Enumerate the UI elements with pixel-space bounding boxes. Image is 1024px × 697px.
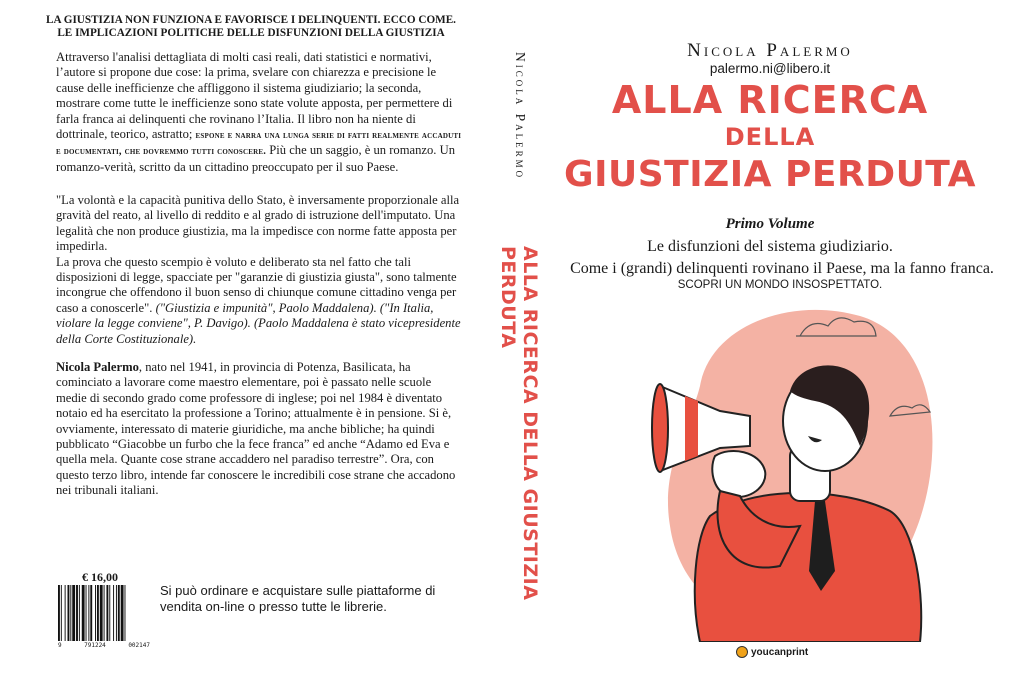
barcode-numbers: 9 791224 002147	[58, 642, 150, 649]
barcode-bar	[118, 585, 120, 641]
back-headline: LA GIUSTIZIA NON FUNZIONA E FAVORISCE I DELINQUENTI. ECCO COME. LE IMPLICAZIONI POLITICHE DELLE DISFUNZIONI DELLA GIUSTIZIA	[46, 14, 456, 39]
title-line-1: ALLA RICERCA	[611, 78, 929, 122]
barcode-bar	[90, 585, 92, 641]
barcode-bar	[125, 585, 126, 641]
barcode-bar	[86, 585, 87, 641]
order-info: Si può ordinare e acquistare sulle piattaforme di vendita on-line o presso tutte le librerie.	[160, 583, 436, 614]
author-email: palermo.ni@libero.it	[709, 61, 831, 76]
volume-label: Primo Volume	[725, 216, 815, 232]
barcode-bar	[70, 585, 71, 641]
title-line-2: DELLA	[724, 123, 816, 151]
title-line-3: GIUSTIZIA PERDUTA	[564, 154, 976, 195]
subtitle-2: Come i (grandi) delinquenti rovinano il Paese, ma la fanno franca.	[570, 260, 994, 277]
barcode-bar	[106, 585, 108, 641]
barcode-bar	[61, 585, 62, 641]
publisher-logo: youcanprint	[736, 646, 808, 658]
synopsis-paragraph: Attraverso l'analisi dettagliata di molti casi reali, dati statistici e normativi, l’autore si propone due cose: la prima, svelare con chiarezza e precisione le cause delle inefficienze che affliggono il sistema giudiziario; la seconda, mostrare come tutte le inefficienze sono state volute apposta, per permettere di farla franca ai delinquenti che rovinano l’Italia. Il libro non ha niente di dottrinale, teorico, astratto; espone e narra una lunga serie di fatti realmente accaduti e documentati, che dovremmo tutti conoscere. Più che un saggio, è un romanzo. Un romanzo-verità, scritto da un cittadino preoccupato per il suo Paese.	[56, 50, 462, 174]
spine-title: ALLA RICERCA DELLA GIUSTIZIA PERDUTA	[497, 246, 541, 601]
spine-author: Nicola Palermo	[513, 52, 528, 181]
front-author: Nicola Palermo	[687, 40, 853, 61]
publisher-logo-icon	[736, 646, 748, 658]
barcode-bar	[65, 585, 66, 641]
barcode-bar	[76, 585, 78, 641]
barcode-bar	[72, 585, 75, 641]
barcode-bar	[121, 585, 124, 641]
subtitle-1: Le disfunzioni del sistema giudiziario.	[647, 238, 893, 255]
barcode-bar	[109, 585, 110, 641]
barcode-bar	[88, 585, 89, 641]
author-bio-paragraph: Nicola Palermo, nato nel 1941, in provincia di Potenza, Basilicata, ha cominciato a lavorare come maestro elementare, poi è passato nelle scuole medie di secondo grado come professore di inglese; poi nel 1984 è diventato notaio ed ha esercitato la professione a Torino; attualmente è in pensione. Si è, ovviamente, interessato di materie giuridiche, ma anche bibliche; ha quindi pubblicato “Giacobbe un furbo che la fece franca” ed anche “Adamo ed Eva e quella mela. Quante cose strane accaddero nel paradiso terrestre”. Ora, con questo terzo libro, intende far conoscere le incredibili cose strane che accadono nei tribunali italiani.	[56, 360, 456, 498]
barcode-bar	[97, 585, 99, 641]
barcode-bar	[95, 585, 96, 641]
price-label: € 16,00	[82, 570, 118, 584]
barcode-bar	[68, 585, 70, 641]
barcode-bar	[116, 585, 117, 641]
barcode-bar	[100, 585, 103, 641]
barcode-bar	[79, 585, 80, 641]
quote-paragraph: "La volontà e la capacità punitiva dello Stato, è inversamente proporzionale alla gravità del reato, al livello di reddito e al grado di istruzione dell'imputato. Una legalità che non produce giustizia, ma la impedisce con norme fatte apposta per impedirla. La prova che questo scempio è voluto e deliberato sta nel fatto che tali disposizioni di legge, spacciate per "garanzie di giustizia giusta", sono talmente incongrue che offendono il buon senso di chiunque comune cittadino venga per caso a conoscerle". ("Giustizia e impunità", Paolo Maddalena). ("In Italia, violare la legge conviene", P. Davigo). (Paolo Maddalena è stato vicepresidente della Corte Costituzionale).	[56, 193, 461, 346]
barcode-bar	[113, 585, 114, 641]
barcode-bar	[82, 585, 85, 641]
megaphone-stripe	[685, 396, 698, 461]
barcode-bar	[58, 585, 60, 641]
megaphone-man-icon	[640, 296, 940, 642]
barcode-icon	[58, 585, 148, 641]
tagline: SCOPRI UN MONDO INSOSPETTATO.	[677, 279, 883, 291]
megaphone-bell	[652, 384, 668, 472]
barcode-bar	[104, 585, 105, 641]
